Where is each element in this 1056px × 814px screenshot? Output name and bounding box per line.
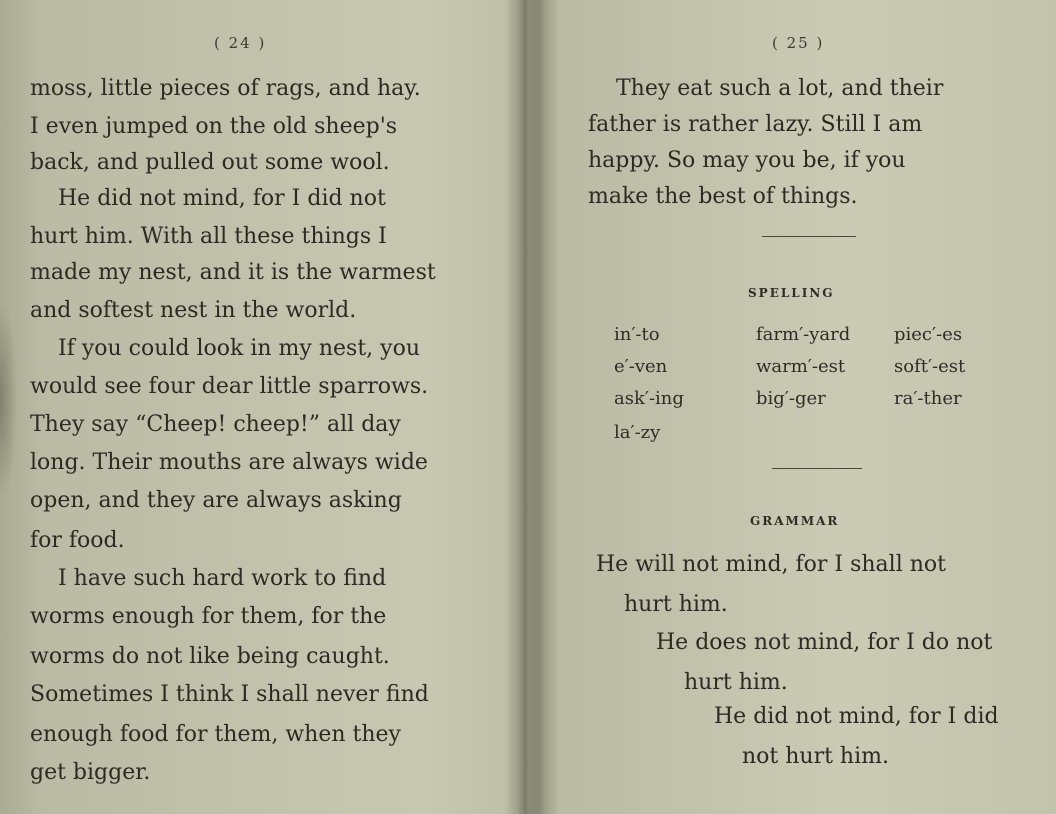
- text-line: worms do not like being caught.: [30, 644, 390, 669]
- grammar-heading: GRAMMAR: [750, 514, 840, 528]
- text-line: They say “Cheep! cheep!” all day: [30, 412, 401, 437]
- spelling-word: farm′-yard: [756, 324, 851, 345]
- text-line: Sometimes I think I shall never find: [30, 682, 429, 707]
- left-page: [0, 0, 520, 814]
- spelling-word: soft′-est: [894, 356, 966, 377]
- text-line: If you could look in my nest, you: [58, 336, 420, 361]
- spelling-word: la′-zy: [614, 422, 661, 443]
- grammar-line: hurt him.: [624, 592, 728, 617]
- text-line: would see four dear little sparrows.: [30, 374, 429, 399]
- spelling-word: warm′-est: [756, 356, 846, 377]
- right-page: [540, 0, 1056, 814]
- spelling-word: e′-ven: [614, 356, 668, 377]
- text-line: made my nest, and it is the warmest: [30, 260, 436, 285]
- grammar-line: He did not mind, for I did: [714, 704, 999, 729]
- text-line: and softest nest in the world.: [30, 298, 357, 323]
- spelling-word: ask′-ing: [614, 388, 684, 409]
- text-line: father is rather lazy. Still I am: [588, 112, 923, 137]
- grammar-line: He does not mind, for I do not: [656, 630, 993, 655]
- text-line: worms enough for them, for the: [30, 604, 387, 629]
- section-divider: [772, 468, 862, 469]
- grammar-line: He will not mind, for I shall not: [596, 552, 946, 577]
- text-line: happy. So may you be, if you: [588, 148, 906, 173]
- text-line: hurt him. With all these things I: [30, 224, 387, 249]
- spelling-heading: SPELLING: [748, 286, 835, 300]
- page-number: ( 25 ): [772, 34, 825, 52]
- section-divider: [762, 236, 856, 237]
- spelling-word: big′-ger: [756, 388, 826, 409]
- grammar-line: hurt him.: [684, 670, 788, 695]
- grammar-line: not hurt him.: [742, 744, 889, 769]
- text-line: open, and they are always asking: [30, 488, 402, 513]
- text-line: long. Their mouths are always wide: [30, 450, 428, 475]
- text-line: get bigger.: [30, 760, 151, 785]
- text-line: moss, little pieces of rags, and hay.: [30, 76, 421, 101]
- text-line: He did not mind, for I did not: [58, 186, 386, 211]
- text-line: make the best of things.: [588, 184, 858, 209]
- text-line: I even jumped on the old sheep's: [30, 114, 398, 139]
- spelling-word: in′-to: [614, 324, 660, 345]
- text-line: enough food for them, when they: [30, 722, 401, 747]
- text-line: I have such hard work to find: [58, 566, 387, 591]
- text-line: back, and pulled out some wool.: [30, 150, 390, 175]
- page-number: ( 24 ): [214, 34, 267, 52]
- text-line: for food.: [30, 528, 125, 553]
- text-line: They eat such a lot, and their: [616, 76, 944, 101]
- spelling-word: ra′-ther: [894, 388, 962, 409]
- spelling-word: piec′-es: [894, 324, 963, 345]
